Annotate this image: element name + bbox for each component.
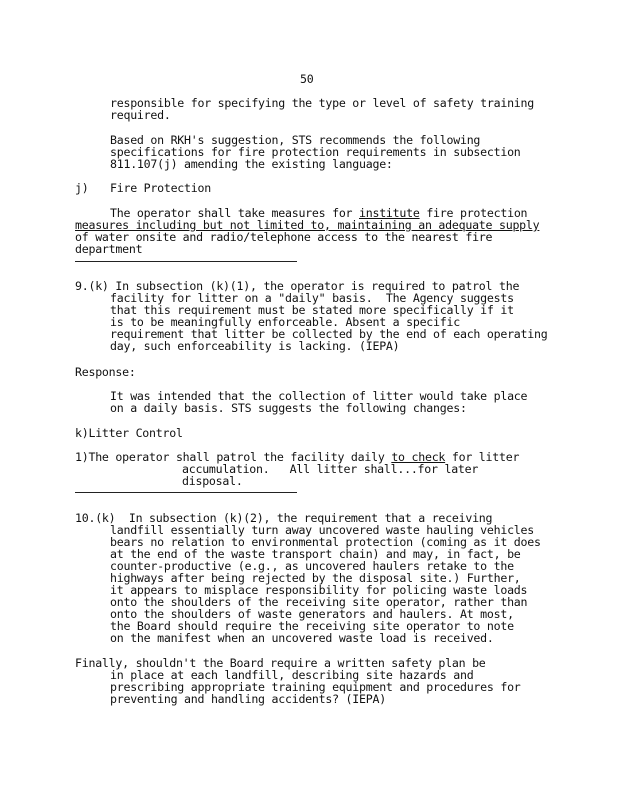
body-line: that this requirement must be stated more specifically if it bbox=[110, 303, 514, 317]
inserted-text: institute bbox=[359, 206, 420, 220]
body-line: facility for litter on a "daily" basis. The Agency suggests bbox=[110, 291, 514, 305]
body-line: counter-productive (e.g., as uncovered haulers retake to the bbox=[110, 559, 514, 573]
response-label: Response: bbox=[75, 365, 136, 379]
body-line: highways after being rejected by the disposal site.) Further, bbox=[110, 571, 521, 585]
body-line: responsible for specifying the type or level of safety training bbox=[110, 96, 534, 110]
body-line: of water onsite and radio/telephone access to the nearest fire bbox=[75, 230, 493, 244]
body-line: in place at each landfill, describing site hazards and bbox=[110, 668, 474, 682]
body-line: Based on RKH's suggestion, STS recommends the following bbox=[110, 133, 481, 147]
body-line: it appears to misplace responsibility for policing waste loads bbox=[110, 583, 528, 597]
body-line: required. bbox=[110, 108, 171, 122]
body-line: 9.(k) In subsection (k)(1), the operator is required to patrol the bbox=[75, 279, 520, 293]
body-line: prescribing appropriate training equipment and procedures for bbox=[110, 680, 521, 694]
body-line: on a daily basis. STS suggests the following changes: bbox=[110, 401, 467, 415]
body-line: The operator shall take measures for institute fire protection bbox=[110, 206, 528, 220]
body-line: 811.107(j) amending the existing language: bbox=[110, 157, 393, 171]
page-number: 50 bbox=[300, 72, 314, 86]
section-letter: j) bbox=[75, 181, 89, 195]
body-line: disposal. bbox=[182, 474, 243, 488]
body-line: at the end of the waste transport chain) and may, in fact, be bbox=[110, 547, 521, 561]
inserted-text: to check bbox=[391, 450, 446, 464]
section-heading: k)Litter Control bbox=[75, 426, 183, 440]
body-line: requirement that litter be collected by the end of each operating bbox=[110, 327, 548, 341]
body-line: is to be meaningfully enforceable. Absent a specific bbox=[110, 315, 460, 329]
body-line: 10.(k) In subsection (k)(2), the requirement that a receiving bbox=[75, 511, 493, 525]
body-line: onto the shoulders of the receiving site operator, rather than bbox=[110, 595, 528, 609]
divider-rule bbox=[75, 492, 297, 493]
section-heading: Fire Protection bbox=[110, 181, 211, 195]
body-line: department bbox=[75, 242, 143, 256]
body-line: landfill essentially turn away uncovered waste hauling vehicles bbox=[110, 523, 534, 537]
body-line: on the manifest when an uncovered waste load is received. bbox=[110, 631, 494, 645]
body-line: day, such enforceability is lacking. (IEPA) bbox=[110, 339, 400, 353]
inserted-text: measures including but not limited to, maintaining an adequate supply bbox=[75, 218, 540, 232]
body-line: It was intended that the collection of litter would take place bbox=[110, 389, 528, 403]
body-line: onto the shoulders of waste generators and haulers. At most, bbox=[110, 607, 514, 621]
body-line: 1)The operator shall patrol the facility daily to check for litter bbox=[75, 450, 520, 464]
body-line: the Board should require the receiving site operator to note bbox=[110, 619, 514, 633]
body-line: Finally, shouldn't the Board require a written safety plan be bbox=[75, 656, 486, 670]
body-line: specifications for fire protection requirements in subsection bbox=[110, 145, 521, 159]
body-line: accumulation. All litter shall...for later bbox=[182, 462, 479, 476]
body-line: preventing and handling accidents? (IEPA) bbox=[110, 692, 386, 706]
body-line: bears no relation to environmental protection (coming as it does bbox=[110, 535, 541, 549]
divider-rule bbox=[75, 261, 297, 262]
